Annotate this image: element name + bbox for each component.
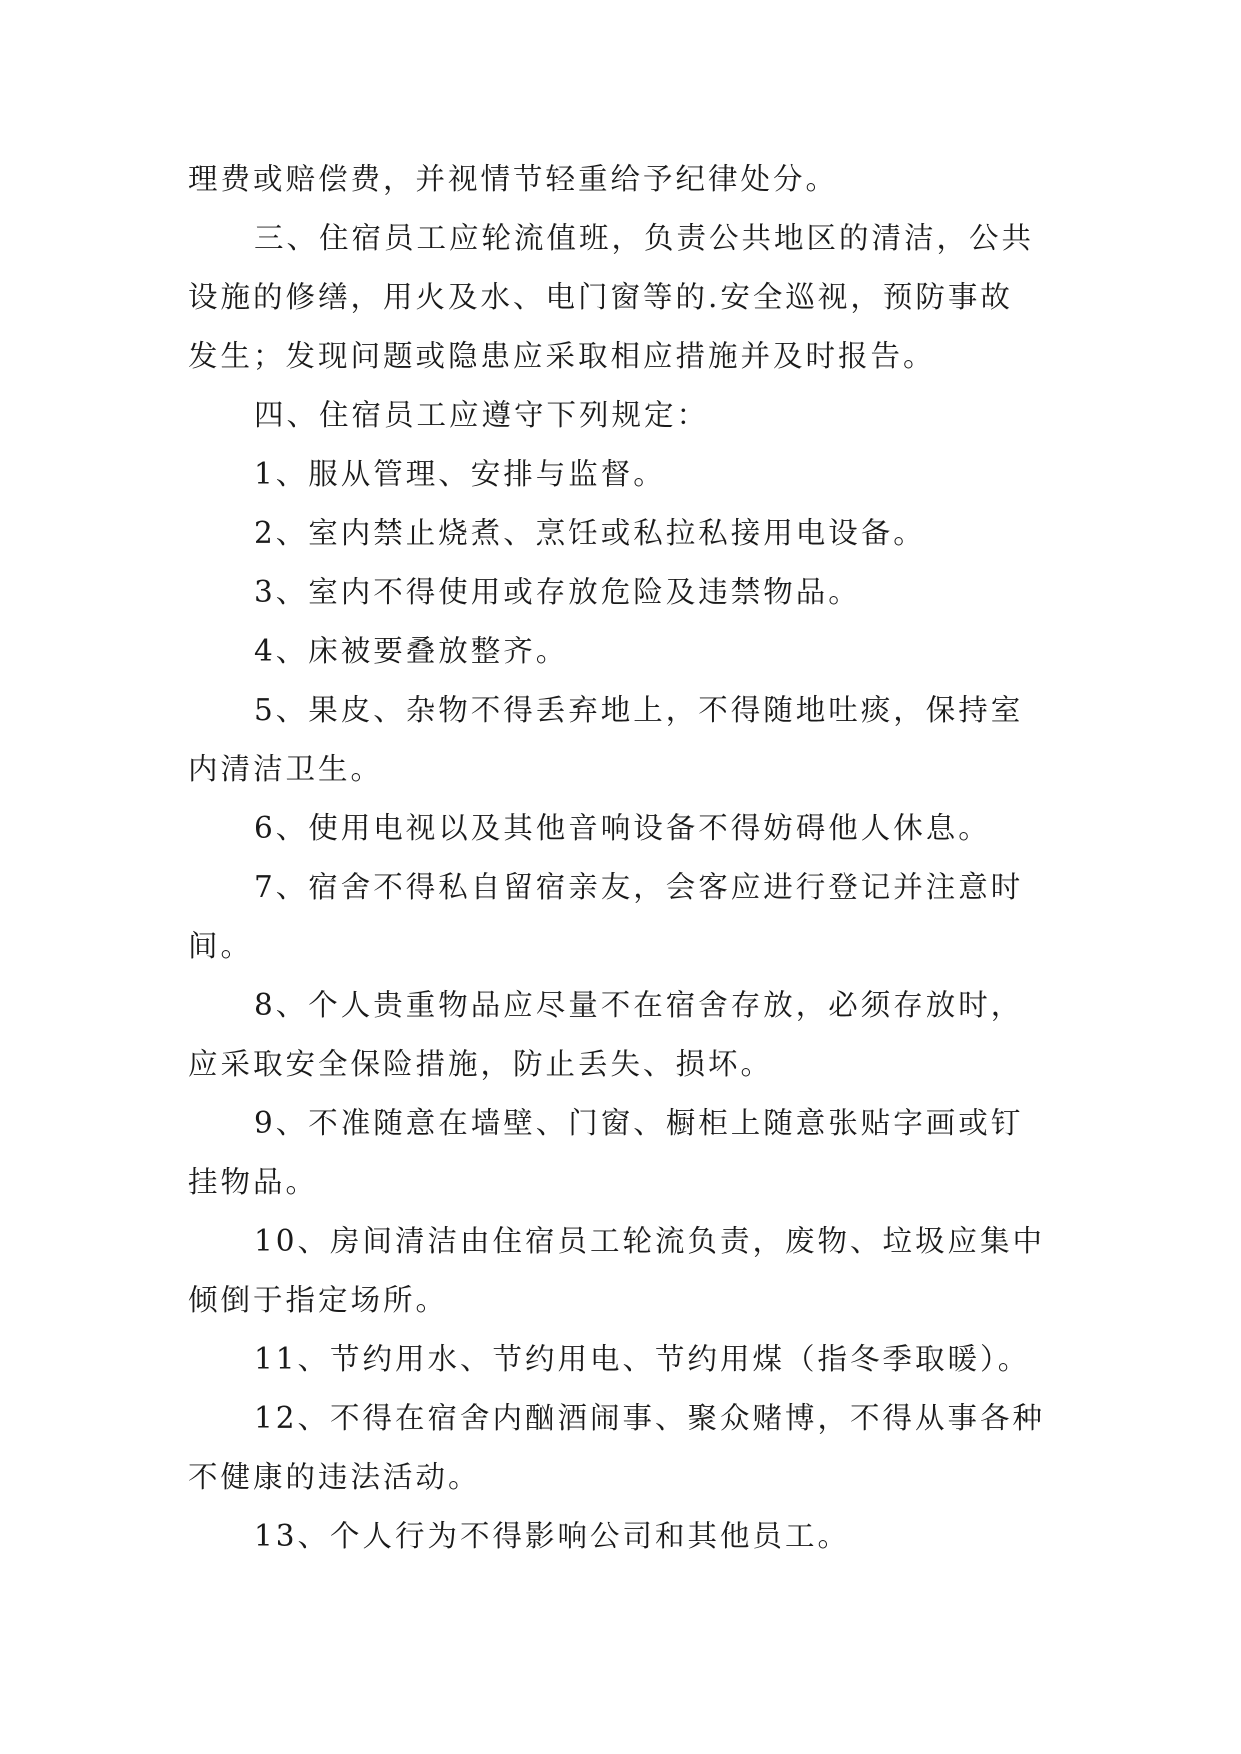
text-line: 4、床被要叠放整齐。 (254, 634, 569, 668)
text-line: 三、住宿员工应轮流值班，负责公共地区的清洁，公共 (254, 221, 1035, 255)
text-line: 1、服从管理、安排与监督。 (254, 457, 666, 491)
text-line: 理费或赔偿费，并视情节轻重给予纪律处分。 (188, 162, 839, 196)
text-line: 设施的修缮，用火及水、电门窗等的.安全巡视，预防事故 (188, 280, 1013, 314)
text-line: 8、个人贵重物品应尽量不在宿舍存放，必须存放时， (254, 988, 1024, 1022)
text-line: 四、住宿员工应遵守下列规定： (254, 398, 710, 432)
text-line: 12、不得在宿舍内酗酒闹事、聚众赌博，不得从事各种 (254, 1401, 1046, 1435)
text-line: 2、室内禁止烧煮、烹饪或私拉私接用电设备。 (254, 516, 926, 550)
text-line: 间。 (188, 929, 254, 963)
text-line: 挂物品。 (188, 1165, 319, 1199)
text-line: 6、使用电视以及其他音响设备不得妨碍他人休息。 (254, 811, 991, 845)
text-line: 5、果皮、杂物不得丢弃地上，不得随地吐痰，保持室 (254, 693, 1024, 727)
text-line: 7、宿舍不得私自留宿亲友，会客应进行登记并注意时 (254, 870, 1024, 904)
text-line: 13、个人行为不得影响公司和其他员工。 (254, 1519, 851, 1553)
text-line: 3、室内不得使用或存放危险及违禁物品。 (254, 575, 861, 609)
text-line: 不健康的违法活动。 (188, 1460, 481, 1494)
text-line: 倾倒于指定场所。 (188, 1283, 449, 1317)
text-line: 9、不准随意在墙壁、门窗、橱柜上随意张贴字画或钉 (254, 1106, 1024, 1140)
text-line: 应采取安全保险措施，防止丢失、损坏。 (188, 1047, 774, 1081)
text-line: 11、节约用水、节约用电、节约用煤（指冬季取暖）。 (254, 1342, 1031, 1376)
text-line: 内清洁卫生。 (188, 752, 384, 786)
text-line: 10、房间清洁由住宿员工轮流负责，废物、垃圾应集中 (254, 1224, 1046, 1258)
document-body (188, 150, 1048, 1566)
text-line: 发生；发现问题或隐患应采取相应措施并及时报告。 (188, 339, 936, 373)
